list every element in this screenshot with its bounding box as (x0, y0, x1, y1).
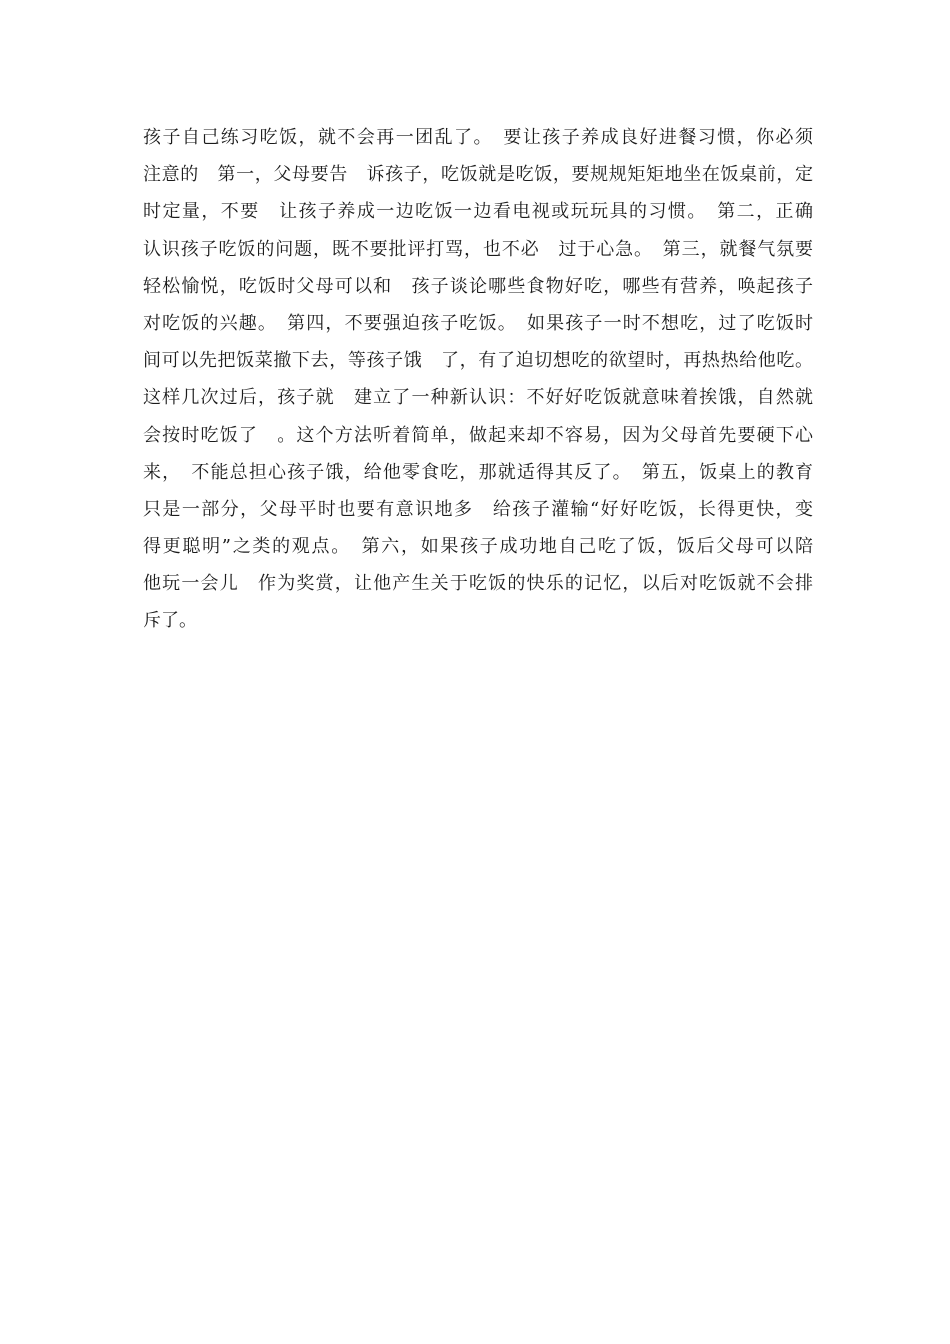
text-line: 他玩一会儿 作为奖赏，让他产生关于吃饭的快乐的记忆，以后对吃饭就不会排 (143, 573, 813, 595)
text-line: 对吃饭的兴趣。 第四，不要强迫孩子吃饭。 如果孩子一时不想吃，过了吃饭时 (143, 312, 813, 334)
text-line: 认识孩子吃饭的问题，既不要批评打骂，也不必 过于心急。 第三，就餐气氛要 (143, 238, 813, 260)
text-line: 孩子自己练习吃饭，就不会再一团乱了。 要让孩子养成良好进餐习惯，你必须 (143, 127, 813, 148)
text-line: 来， 不能总担心孩子饿，给他零食吃，那就适得其反了。 第五，饭桌上的教育 (143, 461, 813, 483)
text-line: 轻松愉悦，吃饭时父母可以和 孩子谈论哪些食物好吃，哪些有营养，唤起孩子 (143, 275, 813, 297)
text-line: 注意的 第一，父母要告 诉孩子，吃饭就是吃饭，要规规矩矩地坐在饭桌前，定 (143, 164, 813, 186)
text-line: 斥了。 (143, 610, 197, 632)
text-line: 只是一部分，父母平时也要有意识地多 给孩子灌输“好好吃饭，长得更快，变 (143, 498, 813, 520)
text-line: 这样几次过后，孩子就 建立了一种新认识：不好好吃饭就意味着挨饿，自然就 (143, 387, 813, 409)
text-line: 得更聪明”之类的观点。 第六，如果孩子成功地自己吃了饭，饭后父母可以陪 (143, 536, 813, 558)
text-line: 间可以先把饭菜撤下去，等孩子饿 了，有了迫切想吃的欲望时，再热热给他吃。 (143, 350, 813, 372)
text-line: 会按时吃饭了 。这个方法听着简单，做起来却不容易，因为父母首先要硬下心 (143, 424, 813, 446)
text-line: 时定量，不要 让孩子养成一边吃饭一边看电视或玩玩具的习惯。 第二，正确 (143, 201, 813, 223)
body-paragraph (143, 119, 813, 640)
